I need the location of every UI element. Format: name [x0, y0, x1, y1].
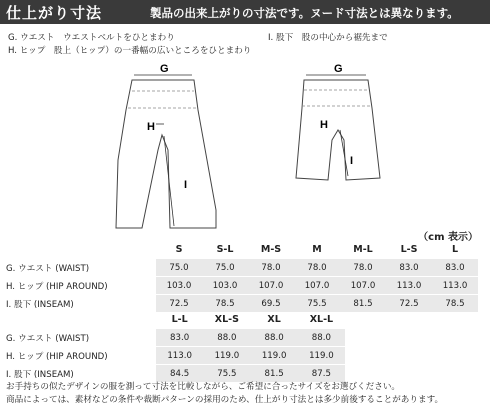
table-cell: 78.5 [432, 295, 478, 313]
table-cell: 75.5 [294, 295, 340, 313]
page-title: 仕上がり寸法 [6, 4, 103, 22]
table-cell: 83.0 [386, 259, 432, 277]
table-cell: 72.5 [156, 295, 202, 313]
table-cell: 88.0 [203, 329, 250, 347]
legend-inseam: I. 股下 股の中心から裾先まで [268, 33, 388, 43]
long-pants-diagram [112, 60, 232, 232]
row-label: I. 股下 (INSEAM) [4, 295, 156, 313]
title-bar [0, 0, 490, 24]
short-pants-diagram [292, 60, 392, 190]
table-cell: 88.0 [251, 329, 298, 347]
table-cell: 107.0 [294, 277, 340, 295]
short-i-label: I [350, 155, 354, 167]
footer-note-2: 商品によっては、素材などの条件や裁断パターンの採用のため、仕上がり寸法とは多少前後することがあります。 [6, 395, 444, 405]
unit-note: （cm 表示） [418, 232, 478, 243]
table-cell: 78.0 [248, 259, 294, 277]
table-cell: 107.0 [248, 277, 294, 295]
table-cell: 75.0 [202, 259, 248, 277]
table-cell: 113.0 [432, 277, 478, 295]
table-cell: 78.5 [202, 295, 248, 313]
table-cell: 119.0 [251, 347, 298, 365]
table-cell: 83.0 [156, 329, 203, 347]
table-cell: 107.0 [340, 277, 386, 295]
table-cell: 103.0 [202, 277, 248, 295]
long-h-label: H [147, 121, 155, 133]
table-cell: 75.5 [203, 365, 250, 383]
table-cell: 72.5 [386, 295, 432, 313]
legend-hip: H. ヒップ 股上（ヒップ）の一番幅の広いところをひとまわり [8, 46, 252, 56]
table-cell: 84.5 [156, 365, 203, 383]
table-cell: 69.5 [248, 295, 294, 313]
short-g-label: G [334, 63, 343, 75]
size-header: L-L [171, 314, 188, 325]
size-header: L-S [400, 244, 418, 255]
size-header: XL-S [214, 314, 239, 325]
size-header: S [175, 244, 183, 255]
long-i-label: I [184, 179, 188, 191]
row-label: G. ウエスト (WAIST) [4, 259, 156, 277]
size-table-2 [4, 311, 345, 382]
table-cell: 119.0 [298, 347, 345, 365]
table-row [4, 259, 478, 277]
table-cell: 87.5 [298, 365, 345, 383]
row-label: I. 股下 (INSEAM) [4, 365, 156, 383]
table-cell: 78.0 [294, 259, 340, 277]
table-cell: 113.0 [386, 277, 432, 295]
table-row [4, 277, 478, 295]
size-header: M-L [353, 244, 373, 255]
table-cell: 88.0 [298, 329, 345, 347]
legend-waist: G. ウエスト ウエストベルトをひとまわり [8, 33, 175, 43]
table-cell: 75.0 [156, 259, 202, 277]
table-cell: 113.0 [156, 347, 203, 365]
short-pants-outline [296, 80, 380, 180]
size-header: XL [267, 314, 281, 325]
table-cell: 78.0 [340, 259, 386, 277]
size-header-row [4, 311, 345, 329]
row-label: H. ヒップ (HIP AROUND) [4, 347, 156, 365]
table-cell: 103.0 [156, 277, 202, 295]
size-header-row [4, 241, 478, 259]
table-cell: 81.5 [340, 295, 386, 313]
table-cell: 119.0 [203, 347, 250, 365]
page-subtitle: 製品の出来上がりの寸法です。ヌード寸法とは異なります。 [150, 6, 459, 20]
table-row [4, 329, 345, 347]
table-row [4, 347, 345, 365]
size-table-1 [4, 241, 478, 312]
table-row [4, 295, 478, 313]
table-cell: 81.5 [251, 365, 298, 383]
footer-note-1: お手持ちの似たデザインの服を測って寸法を比較しながら、ご希望に合ったサイズをお選びください。 [6, 382, 401, 392]
long-g-label: G [160, 63, 169, 75]
size-header: XL-L [309, 314, 334, 325]
table-cell: 83.0 [432, 259, 478, 277]
row-label: G. ウエスト (WAIST) [4, 329, 156, 347]
size-header: M [312, 244, 322, 255]
size-header: L [451, 244, 459, 255]
size-header: M-S [260, 244, 282, 255]
size-header: S-L [216, 244, 234, 255]
short-h-label: H [320, 119, 328, 131]
row-label: H. ヒップ (HIP AROUND) [4, 277, 156, 295]
